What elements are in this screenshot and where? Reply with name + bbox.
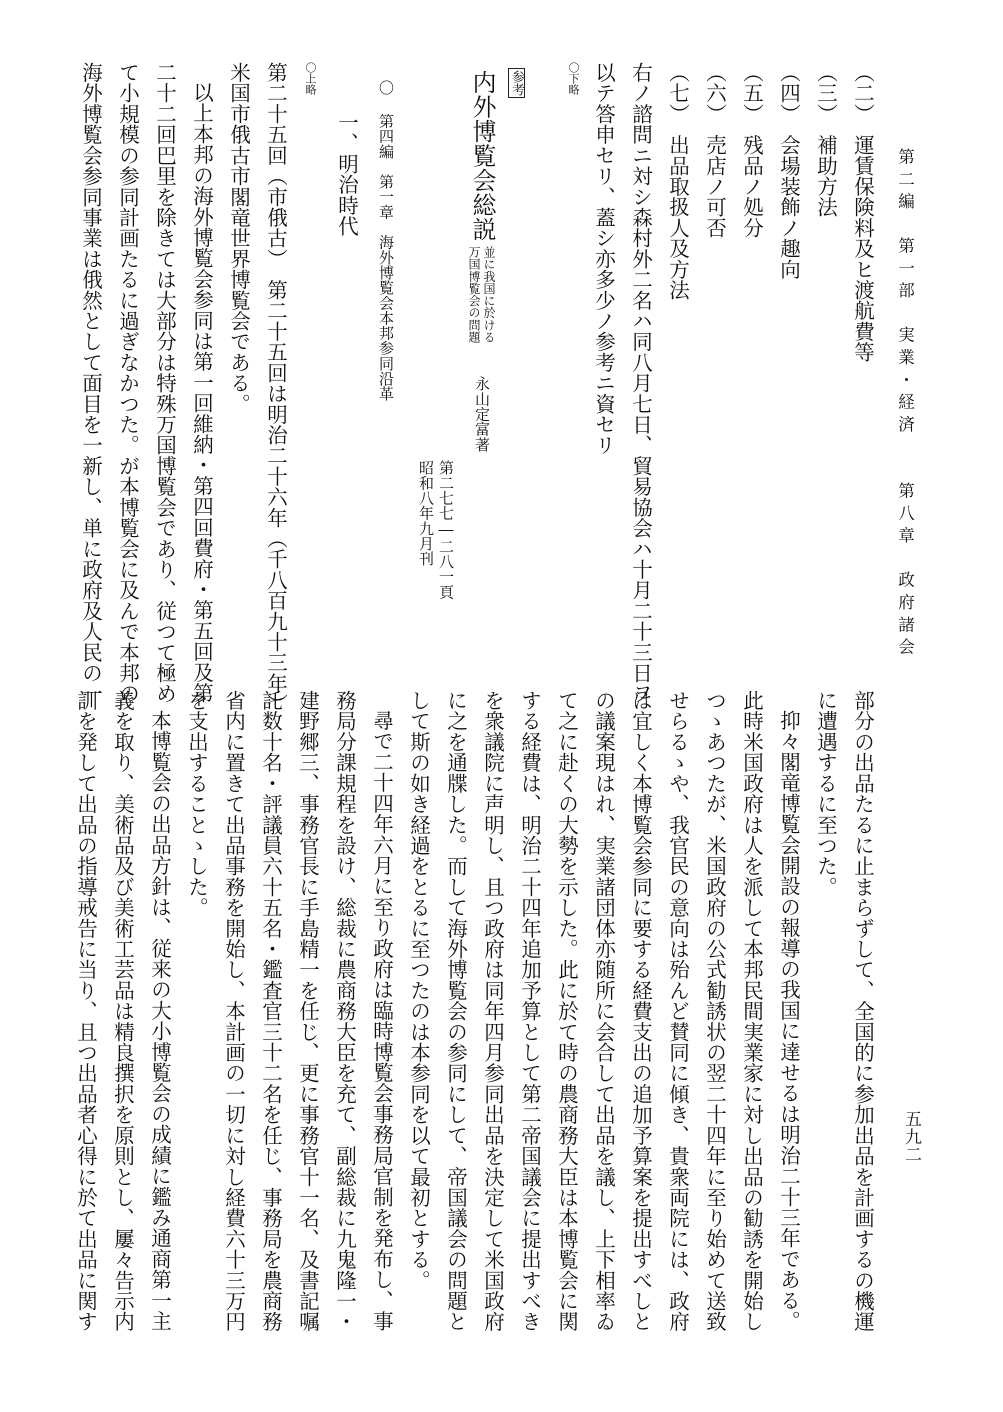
text-line: 第二十五回（市俄古） 第二十五回は明治二十六年（千八百九十三年）	[263, 62, 288, 715]
source-date: 昭和八年九月刊	[417, 460, 435, 567]
text-line: 以上本邦の海外博覧会参同は第一回維納・第四回費府・第五回及第	[189, 82, 214, 704]
omission-mark: 〇下略	[567, 62, 580, 95]
text-line: 本博覧会の出品方針は、従来の大小博覧会の成績に鑑み通商第一主	[147, 710, 172, 1332]
text-line: 抑々閣竜博覧会開設の報導の我国に達せるは明治二十三年である。	[776, 710, 801, 1332]
list-item: （二） 運賃保険料及ヒ渡航費等	[850, 62, 875, 363]
text-line: に之を通牒した。而して海外博覧会の参同にして、帝国議会の問題と	[443, 690, 468, 1332]
text-line: 二十二回巴里を除きては大部分は特殊万国博覧会であり、従つて極め	[152, 62, 177, 704]
article-subtitle: 万国博覧会の問題	[467, 246, 481, 343]
article-subtitle: 並に我国に於ける	[482, 246, 496, 343]
running-head: 第二編 第一部 実業・経済 第八章 政府諸会	[895, 148, 915, 661]
text-line: せらるゝや、我官民の意向は殆んど賛同に傾き、貴衆両院には、政府	[665, 690, 690, 1332]
text-line: の議案現はれ、実業諸団体亦随所に会合して出品を議し、上下相率ゐ	[591, 690, 616, 1332]
chapter-heading: 〇 第四編 第一章 海外博覧会本邦参同沿革	[377, 80, 395, 402]
text-line: 建野郷三、事務官長に手島精一を任じ、更に事務官十一名、及書記嘱	[295, 690, 320, 1332]
text-line: 義を取り、美術品及び美術工芸品は精良撰択を原則とし、屢々告示内	[110, 690, 135, 1332]
text-line: は宜しく本博覧会参同に要する経費支出の追加予算案を提出すべしと	[628, 690, 653, 1332]
text-line: 尋で二十四年六月に至り政府は臨時博覧会事務局官制を発布し、事	[369, 710, 394, 1332]
article-author: 永山定富著	[473, 376, 491, 452]
text-line: して斯の如き経過をとるに至つたのは本参同を以て最初とする。	[406, 690, 431, 1291]
text-line: を衆議院に声明し、且つ政府は同年四月参同出品を決定して米国政府	[480, 690, 505, 1332]
list-item: （六） 売店ノ可否	[702, 62, 727, 239]
text-line: 海外博覧会参同事業は俄然として面目を一新し、単に政府及人民の一	[78, 62, 103, 704]
text-line: つゝあつたが、米国政府の公式勧誘状の翌二十四年に至り始めて送致	[702, 690, 727, 1332]
list-item: （三） 補助方法	[813, 62, 838, 218]
text-line: する経費は、明治二十四年追加予算として第二帝国議会に提出すべき	[517, 690, 542, 1332]
text-line: 部分の出品たるに止まらずして、全国的に参加出品を計画するの機運	[850, 690, 875, 1332]
source-pages: 第二七七―二八一頁	[437, 460, 455, 600]
omission-mark: 〇上略	[304, 62, 317, 95]
reference-label: 参考	[509, 70, 524, 96]
reply-line: 以テ答申セリ、蓋シ亦多少ノ参考ニ資セリ	[591, 62, 616, 456]
text-line: て之に赴くの大勢を示した。此に於て時の農商務大臣は本博覧会に関	[554, 690, 579, 1332]
article-title: 内外博覧会総説	[468, 70, 496, 242]
text-line: 託数十名・評議員六十五名・鑑査官三十二名を任じ、事務局を農商務	[258, 690, 283, 1332]
section-heading: 一、明治時代	[334, 112, 359, 237]
list-item: （七） 出品取扱人及方法	[665, 62, 690, 301]
text-line: を支出することゝした。	[184, 690, 209, 918]
text-line: 訓を発して出品の指導戒告に当り、且つ出品者心得に於て出品に関す	[73, 690, 98, 1332]
text-line: 此時米国政府は人を派して本邦民間実業家に対し出品の勧誘を開始し	[739, 690, 764, 1332]
list-item: （四） 会場装飾ノ趣向	[776, 62, 801, 280]
page-number: 五九二	[901, 1110, 921, 1164]
text-line: 省内に置きて出品事務を開始し、本計画の一切に対し経費六十三万円	[221, 690, 246, 1332]
text-line: 務局分課規程を設け、総裁に農商務大臣を充て、副総裁に九鬼隆一・	[332, 690, 357, 1332]
list-item: （五） 残品ノ処分	[739, 62, 764, 239]
reply-line: 右ノ諮問ニ対シ森村外二名ハ同八月七日、貿易協会ハ十月二十三日ヲ	[628, 62, 653, 704]
text-line: て小規模の参同計画たるに過ぎなかつた。が本博覧会に及んで本邦の	[115, 62, 140, 704]
text-line: に遭遇するに至つた。	[813, 690, 838, 898]
text-line: 米国市俄古市閣竜世界博覧会である。	[226, 62, 251, 414]
